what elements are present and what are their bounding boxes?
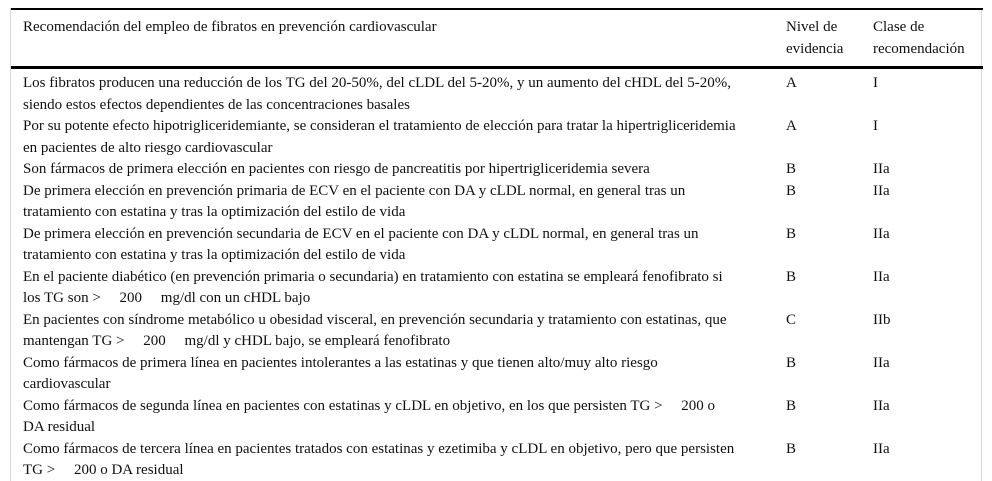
table-row bbox=[11, 68, 983, 117]
table-row bbox=[11, 181, 983, 224]
recommendation-class-value: IIa bbox=[873, 354, 890, 371]
table-header bbox=[11, 9, 983, 68]
recommendation-class-value: IIa bbox=[873, 182, 890, 199]
header-evidence-level: Nivel de evidencia bbox=[786, 9, 873, 68]
recommendation-text: Por su potente efecto hipotrigliceridemiante, se consideran el tratamiento de elección para tratar la hipertrigliceridemia en pacientes de alto riesgo cardiovascular bbox=[23, 118, 740, 156]
header-recommendation: Recomendación del empleo de fibratos en prevención cardiovascular bbox=[11, 9, 786, 68]
header-row bbox=[11, 9, 983, 68]
evidence-level-value: A bbox=[786, 118, 797, 134]
evidence-level-value: C bbox=[786, 311, 797, 328]
table-body bbox=[11, 68, 983, 481]
table-row bbox=[11, 159, 983, 181]
recommendation-class-value: I bbox=[873, 75, 878, 91]
recommendation-text: De primera elección en prevención primaria de ECV en el paciente con DA y cLDL normal, en general tras un tratamiento con estatina y tras la optimización del estilo de vida bbox=[23, 182, 689, 220]
evidence-level-value: B bbox=[786, 225, 797, 242]
evidence-level-value: B bbox=[786, 440, 797, 457]
recommendation-text: De primera elección en prevención secundaria de ECV en el paciente con DA y cLDL normal, en general tras un tratamiento con estatina y tras la optimización del estilo de vida bbox=[23, 225, 703, 263]
recommendation-class-value: IIa bbox=[873, 268, 890, 285]
recommendation-class-value: IIb bbox=[873, 311, 891, 328]
recommendation-text: Como fármacos de segunda línea en pacientes con estatinas y cLDL en objetivo, en los que persisten TG > 200 o DA residual bbox=[23, 397, 719, 435]
recommendation-class-value: IIa bbox=[873, 440, 890, 457]
table-row bbox=[11, 439, 983, 481]
recommendation-text: Los fibratos producen una reducción de los TG del 20-50%, del cLDL del 5-20%, y un aumento del cHDL del 5-20%, siendo estos efectos dependientes de las concentraciones basales bbox=[23, 75, 735, 113]
table-row bbox=[11, 310, 983, 353]
recommendation-text: En pacientes con síndrome metabólico u obesidad visceral, en prevención secundaria y tratamiento con estatinas, que mantengan TG > 200 mg/dl y cHDL bajo, se empleará fenofibrato bbox=[23, 311, 731, 349]
evidence-level-value: B bbox=[786, 354, 797, 371]
evidence-level-value: B bbox=[786, 268, 797, 285]
recommendation-text: Como fármacos de tercera línea en pacientes tratados con estatinas y ezetimiba y cLDL en objetivo, pero que persisten TG > 200 o DA residual bbox=[23, 440, 738, 478]
recommendation-text: Son fármacos de primera elección en pacientes con riesgo de pancreatitis por hipertrigliceridemia severa bbox=[23, 161, 650, 177]
recommendation-class-value: I bbox=[873, 118, 878, 134]
table-row bbox=[11, 267, 983, 310]
table-row bbox=[11, 396, 983, 439]
document-page bbox=[0, 8, 992, 481]
recommendation-class-value: IIa bbox=[873, 397, 890, 414]
recommendation-class-value: IIa bbox=[873, 225, 890, 242]
table-row bbox=[11, 116, 983, 159]
table-row bbox=[11, 353, 983, 396]
evidence-level-value: B bbox=[786, 182, 797, 199]
evidence-level-value: B bbox=[786, 161, 797, 177]
table-row bbox=[11, 224, 983, 267]
evidence-level-value: B bbox=[786, 397, 797, 414]
header-recommendation-class: Clase de recomendación bbox=[873, 9, 983, 68]
recommendation-text: En el paciente diabético (en prevención primaria o secundaria) en tratamiento con estatina se empleará fenofibrato si los TG son > 200 mg/dl con un cHDL bajo bbox=[23, 268, 727, 306]
evidence-level-value: A bbox=[786, 75, 797, 91]
recommendations-table-container bbox=[10, 8, 982, 481]
recommendations-table bbox=[11, 8, 983, 481]
recommendation-class-value: IIa bbox=[873, 161, 890, 177]
recommendation-text: Como fármacos de primera línea en pacientes intolerantes a las estatinas y que tienen alto/muy alto riesgo cardiovascular bbox=[23, 354, 662, 392]
